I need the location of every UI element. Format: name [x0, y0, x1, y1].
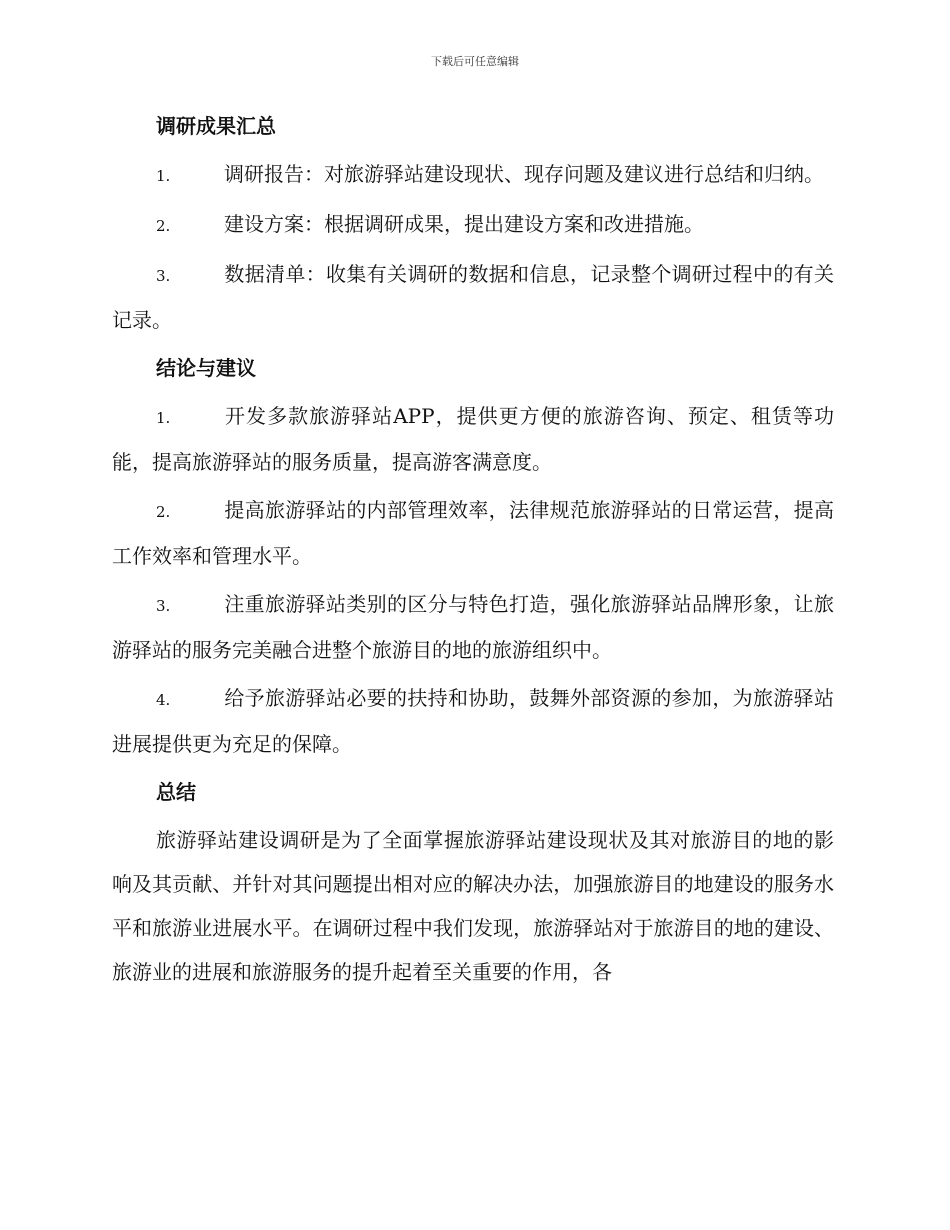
list-item [112, 582, 834, 672]
list-item-text: 提高旅游驿站的内部管理效率，法律规范旅游驿站的日常运营，提高工作效率和管理水平。 [112, 498, 834, 568]
list-item-text: 建设方案：根据调研成果，提出建设方案和改进措施。 [224, 212, 704, 236]
list-item-number: 2. [156, 503, 171, 521]
list-item-number: 3. [156, 267, 171, 285]
list-item [112, 202, 834, 248]
list-item-number: 2. [156, 217, 171, 235]
list-item [112, 152, 834, 198]
list-item-text: 开发多款旅游驿站APP，提供更方便的旅游咨询、预定、租赁等功能，提高旅游驿站的服务质量，提高游客满意度。 [112, 404, 834, 474]
section-heading-conclusions: 结论与建议 [156, 356, 256, 380]
list-item-number: 3. [156, 597, 171, 615]
list-item-number: 1. [156, 409, 171, 427]
summary-paragraph: 旅游驿站建设调研是为了全面掌握旅游驿站建设现状及其对旅游目的地的影响及其贡献、并针对其问题提出相对应的解决办法，加强旅游目的地建设的服务水平和旅游业进展水平。在调研过程中我们发现，旅游驿站对于旅游目的地的建设、旅游业的进展和旅游服务的提升起着至关重要的作用，各 [112, 828, 834, 984]
document-body [112, 104, 834, 994]
page-header-note: 下载后可任意编辑 [431, 55, 519, 68]
section-heading-summary: 总结 [156, 780, 196, 804]
list-item [112, 676, 834, 766]
list-item-number: 1. [156, 167, 171, 185]
list-item-text: 调研报告：对旅游驿站建设现状、现存问题及建议进行总结和归纳。 [224, 162, 824, 186]
section-heading-research-results: 调研成果汇总 [156, 114, 276, 138]
list-item [112, 488, 834, 578]
list-item-text: 注重旅游驿站类别的区分与特色打造，强化旅游驿站品牌形象，让旅游驿站的服务完美融合进整个旅游目的地的旅游组织中。 [112, 592, 834, 662]
list-item [112, 252, 834, 342]
list-item-number: 4. [156, 691, 171, 709]
list-item-text: 给予旅游驿站必要的扶持和协助，鼓舞外部资源的参加，为旅游驿站进展提供更为充足的保障。 [112, 686, 834, 756]
list-item-text: 数据清单：收集有关调研的数据和信息，记录整个调研过程中的有关记录。 [112, 262, 834, 332]
list-item [112, 394, 834, 484]
